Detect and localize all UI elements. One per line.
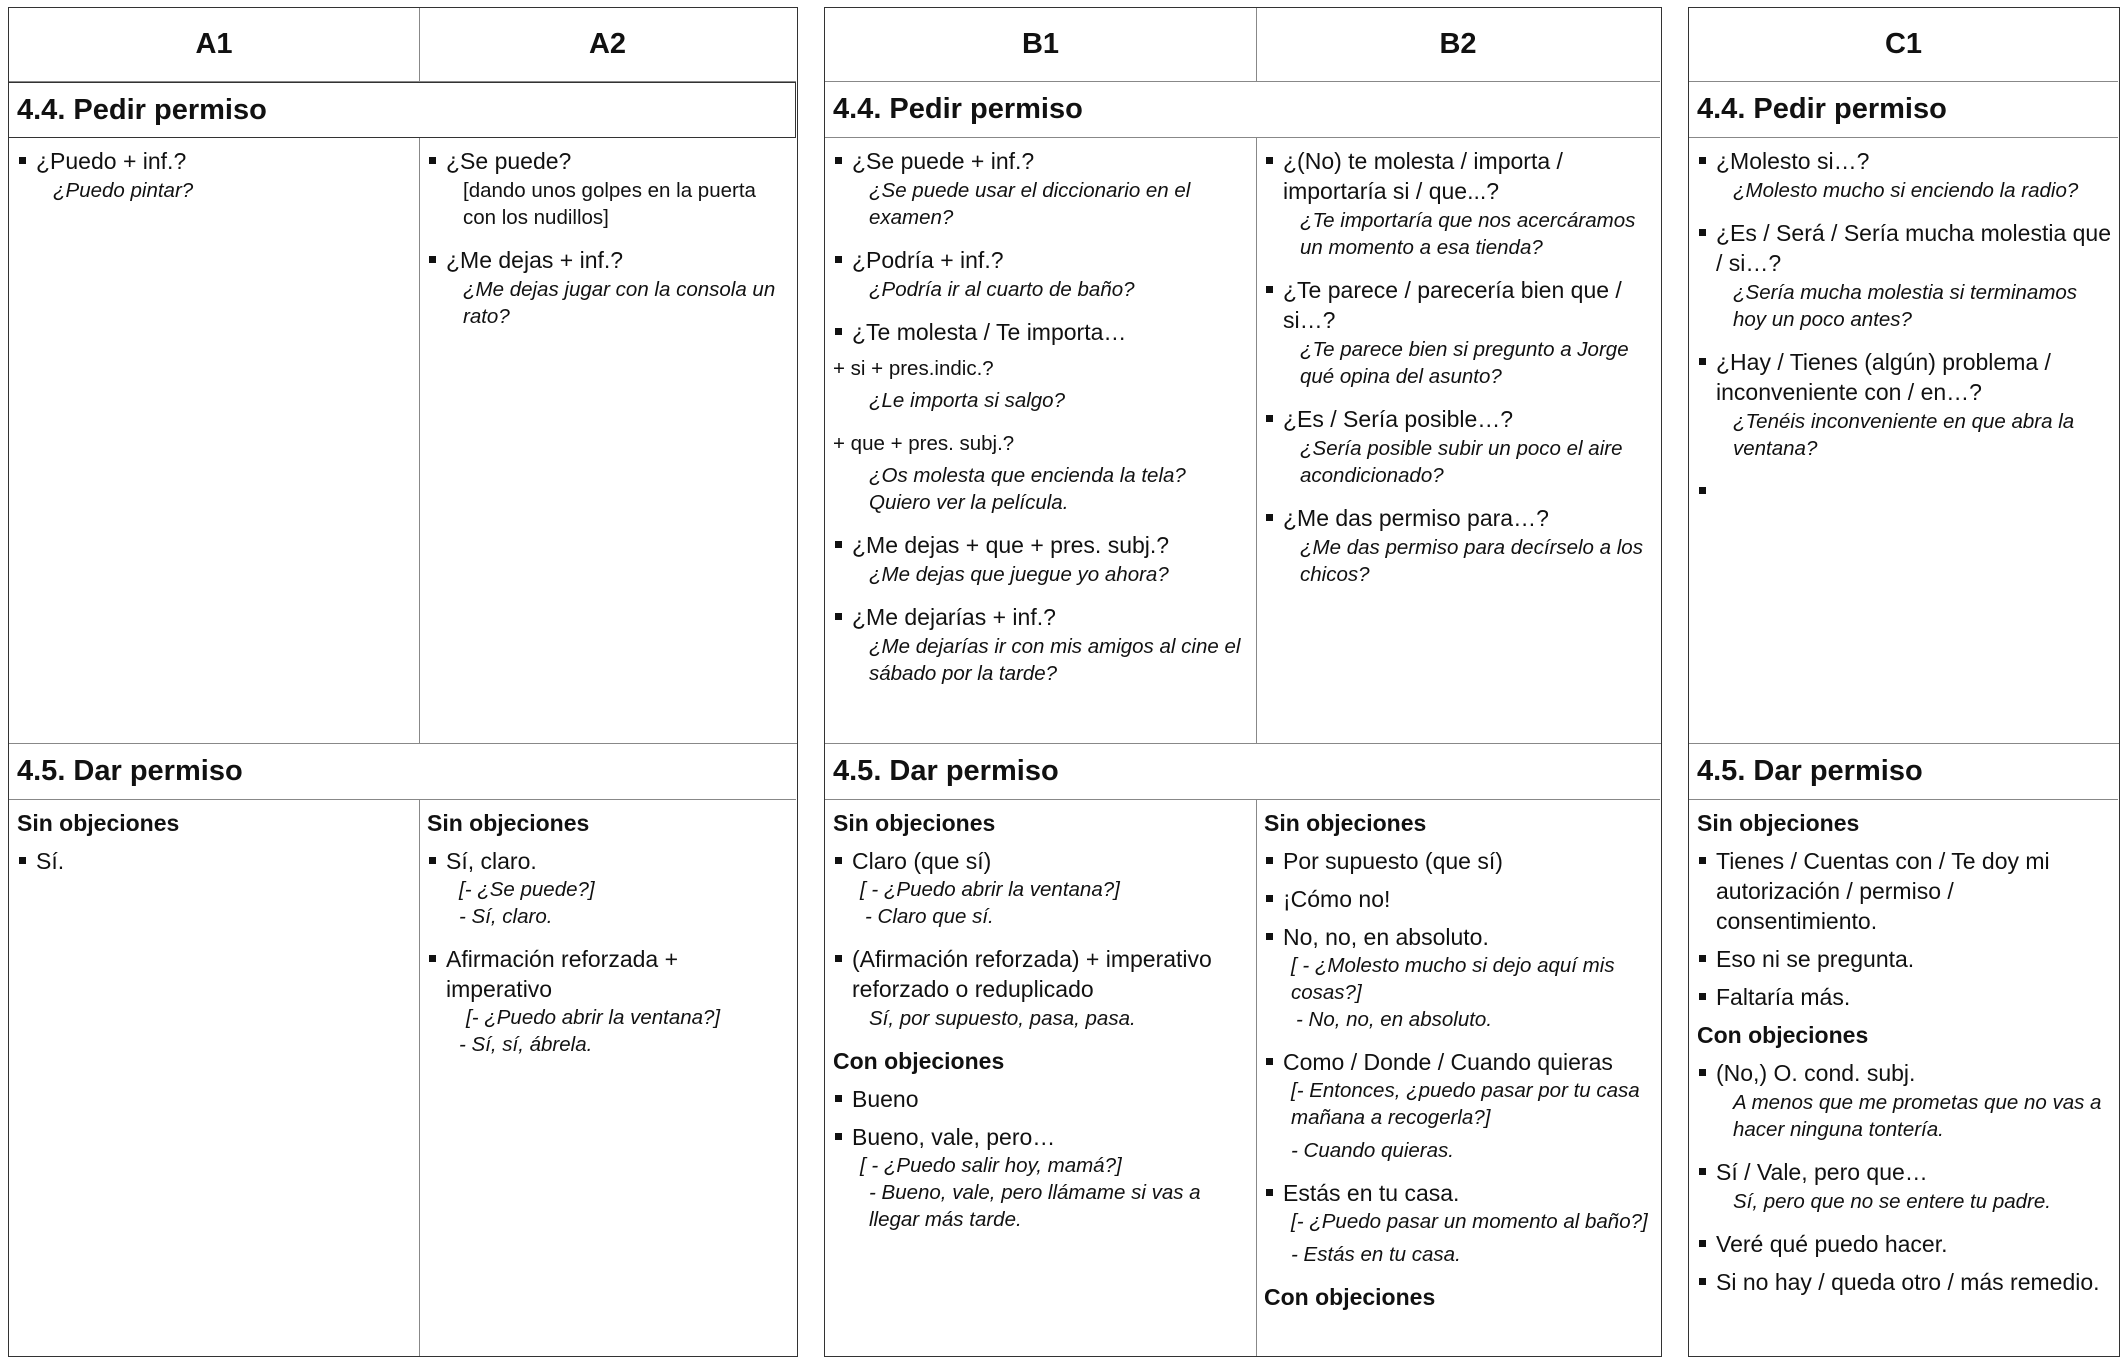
item-example: ¿Me dejas jugar con la consola un rato? bbox=[463, 278, 776, 328]
item-label: ¿Puedo + inf.? bbox=[36, 148, 187, 174]
item-example: ¿Tenéis inconveniente en que abra la ventana? bbox=[1733, 410, 2075, 460]
section-title-dar-permiso: 4.5. Dar permiso bbox=[9, 744, 796, 800]
level-header-c1: C1 bbox=[1689, 8, 2118, 82]
item-label: Faltaría más. bbox=[1716, 984, 1851, 1010]
item-example: Sí, por supuesto, pasa, pasa. bbox=[869, 1007, 1136, 1030]
item-note: [dando unos golpes en la puerta con los nudillos] bbox=[463, 179, 756, 229]
list-item bbox=[1697, 218, 2112, 333]
example-answer: - Cuando quieras. bbox=[1291, 1139, 1454, 1162]
pedir-c1-column bbox=[1689, 146, 2118, 520]
item-label: ¿Es / Sería posible…? bbox=[1283, 406, 1514, 432]
list-item bbox=[833, 317, 1250, 516]
example-answer: - Bueno, vale, pero llámame si vas a llegar más tarde. bbox=[869, 1181, 1201, 1231]
dar-c1-column bbox=[1689, 808, 2118, 1305]
item-label: Bueno bbox=[852, 1086, 919, 1112]
item-label: ¿Me das permiso para…? bbox=[1283, 505, 1549, 531]
list-item bbox=[1264, 1047, 1654, 1164]
list-item bbox=[833, 146, 1250, 231]
example-question: [- ¿Se puede?] bbox=[459, 878, 595, 901]
list-item bbox=[1697, 846, 2112, 936]
example-question: [ - ¿Molesto mucho si dejo aquí mis cosas?] bbox=[1291, 954, 1615, 1004]
item-label: ¿Es / Será / Sería mucha molestia que / si…? bbox=[1716, 220, 2112, 276]
item-label: (No,) O. cond. subj. bbox=[1716, 1060, 1916, 1086]
subheading-con-objeciones: Con objeciones bbox=[833, 1048, 1005, 1074]
subheading-sin-objeciones: Sin objeciones bbox=[1264, 810, 1427, 836]
item-label: ¿Molesto si…? bbox=[1716, 148, 1870, 174]
item-label: Como / Donde / Cuando quieras bbox=[1283, 1049, 1613, 1075]
section-title-dar-permiso: 4.5. Dar permiso bbox=[1689, 744, 2118, 800]
item-example: ¿Molesto mucho si enciendo la radio? bbox=[1733, 179, 2079, 202]
list-item bbox=[833, 602, 1250, 687]
section-title-pedir-permiso: 4.4. Pedir permiso bbox=[9, 82, 796, 138]
item-label: ¿Podría + inf.? bbox=[852, 247, 1004, 273]
dar-a1-column bbox=[9, 808, 419, 890]
panel-a1-a2 bbox=[8, 7, 798, 1357]
level-header-a2: A2 bbox=[419, 8, 796, 82]
example-answer: - Estás en tu casa. bbox=[1291, 1243, 1461, 1266]
item-label: Si no hay / queda otro / más remedio. bbox=[1716, 1269, 2100, 1295]
subheading-sin-objeciones: Sin objeciones bbox=[1697, 810, 1860, 836]
list-item bbox=[833, 245, 1250, 303]
list-item bbox=[1697, 944, 2112, 974]
dar-a2-column bbox=[419, 808, 796, 1072]
item-label: Claro (que sí) bbox=[852, 848, 992, 874]
level-header-b1: B1 bbox=[825, 8, 1256, 82]
list-item bbox=[1697, 1267, 2112, 1297]
example-answer: - Sí, claro. bbox=[459, 905, 553, 928]
list-item bbox=[17, 846, 413, 876]
pedir-a2-column bbox=[419, 146, 796, 344]
list-item bbox=[17, 146, 413, 204]
example-question: [- ¿Puedo pasar un momento al baño?] bbox=[1291, 1210, 1648, 1233]
item-example: ¿Me dejas que juegue yo ahora? bbox=[869, 563, 1169, 586]
item-example: A menos que me prometas que no vas a hacer ninguna tontería. bbox=[1733, 1091, 2102, 1141]
item-label: ¡Cómo no! bbox=[1283, 886, 1391, 912]
example-answer: - Sí, sí, ábrela. bbox=[459, 1033, 593, 1056]
item-example: Sí, pero que no se entere tu padre. bbox=[1733, 1190, 2051, 1213]
item-example: ¿Sería posible subir un poco el aire acondicionado? bbox=[1300, 437, 1623, 487]
list-item bbox=[1264, 503, 1654, 588]
item-label: ¿Te parece / parecería bien que / si…? bbox=[1283, 277, 1622, 333]
item-label: Estás en tu casa. bbox=[1283, 1180, 1460, 1206]
item-label: ¿Me dejas + que + pres. subj.? bbox=[852, 532, 1170, 558]
list-item bbox=[1264, 846, 1654, 876]
item-label: ¿Me dejas + inf.? bbox=[446, 247, 624, 273]
list-item bbox=[427, 944, 790, 1058]
item-subpattern: + que + pres. subj.? bbox=[833, 432, 1015, 455]
item-label: Veré qué puedo hacer. bbox=[1716, 1231, 1948, 1257]
item-example: ¿Me das permiso para decírselo a los chicos? bbox=[1300, 536, 1643, 586]
item-example: ¿Puedo pintar? bbox=[53, 179, 194, 202]
list-item bbox=[427, 245, 790, 330]
list-item bbox=[1697, 1058, 2112, 1143]
list-item bbox=[833, 530, 1250, 588]
pedir-b2-column bbox=[1256, 146, 1660, 602]
item-label: ¿Hay / Tienes (algún) problema / inconveniente con / en…? bbox=[1716, 349, 2051, 405]
item-example: ¿Te importaría que nos acercáramos un momento a esa tienda? bbox=[1300, 209, 1636, 259]
item-label: Sí. bbox=[36, 848, 65, 874]
item-label: (Afirmación reforzada) + imperativo reforzado o reduplicado bbox=[852, 946, 1212, 1002]
list-item bbox=[833, 846, 1250, 930]
example-question: [- Entonces, ¿puedo pasar por tu casa mañana a recogerla?] bbox=[1291, 1079, 1640, 1129]
item-example: ¿Me dejarías ir con mis amigos al cine el sábado por la tarde? bbox=[869, 635, 1241, 685]
item-label: Afirmación reforzada + imperativo bbox=[446, 946, 679, 1002]
section-title-dar-permiso: 4.5. Dar permiso bbox=[825, 744, 1660, 800]
section-title-pedir-permiso: 4.4. Pedir permiso bbox=[825, 82, 1660, 138]
level-header-a1: A1 bbox=[9, 8, 419, 82]
item-label: Por supuesto (que sí) bbox=[1283, 848, 1503, 874]
list-item bbox=[1264, 1178, 1654, 1268]
panel-b1-b2 bbox=[824, 7, 1662, 1357]
pedir-b1-column bbox=[825, 146, 1256, 701]
list-item-empty bbox=[1697, 476, 2112, 506]
list-item bbox=[1697, 1157, 2112, 1215]
subheading-con-objeciones: Con objeciones bbox=[1697, 1022, 1869, 1048]
example-question: [- ¿Puedo abrir la ventana?] bbox=[466, 1006, 721, 1029]
section-title-pedir-permiso: 4.4. Pedir permiso bbox=[1689, 82, 2118, 138]
item-example: ¿Le importa si salgo? bbox=[869, 389, 1065, 412]
list-item bbox=[1264, 884, 1654, 914]
list-item bbox=[1264, 275, 1654, 390]
item-example: ¿Se puede usar el diccionario en el examen? bbox=[869, 179, 1191, 229]
item-label: Sí, claro. bbox=[446, 848, 537, 874]
item-label: ¿Se puede + inf.? bbox=[852, 148, 1035, 174]
subheading-con-objeciones: Con objeciones bbox=[1264, 1284, 1436, 1310]
item-example: ¿Podría ir al cuarto de baño? bbox=[869, 278, 1135, 301]
example-answer: - Claro que sí. bbox=[865, 905, 994, 928]
list-item bbox=[427, 846, 790, 930]
subheading-sin-objeciones: Sin objeciones bbox=[427, 810, 590, 836]
dar-b1-column bbox=[825, 808, 1256, 1247]
list-item bbox=[1697, 982, 2112, 1012]
item-label: Eso ni se pregunta. bbox=[1716, 946, 1915, 972]
item-label: ¿Te molesta / Te importa… bbox=[852, 319, 1127, 345]
subheading-sin-objeciones: Sin objeciones bbox=[17, 810, 180, 836]
item-label: Bueno, vale, pero… bbox=[852, 1124, 1056, 1150]
item-example: ¿Os molesta que encienda la tela? Quiero ver la película. bbox=[869, 464, 1186, 514]
list-item bbox=[1264, 922, 1654, 1033]
example-answer: - No, no, en absoluto. bbox=[1296, 1008, 1493, 1031]
level-header-b2: B2 bbox=[1256, 8, 1660, 82]
list-item bbox=[833, 1084, 1250, 1114]
item-label: ¿Se puede? bbox=[446, 148, 572, 174]
list-item bbox=[1697, 347, 2112, 462]
pedir-a1-column bbox=[9, 146, 419, 218]
subheading-sin-objeciones: Sin objeciones bbox=[833, 810, 996, 836]
list-item bbox=[1697, 146, 2112, 204]
list-item bbox=[427, 146, 790, 231]
item-example: ¿Te parece bien si pregunto a Jorge qué opina del asunto? bbox=[1300, 338, 1629, 388]
item-label: ¿(No) te molesta / importa / importaría si / que...? bbox=[1283, 148, 1563, 204]
list-item bbox=[1264, 404, 1654, 489]
example-question: [ - ¿Puedo abrir la ventana?] bbox=[860, 878, 1120, 901]
item-label: ¿Me dejarías + inf.? bbox=[852, 604, 1056, 630]
list-item bbox=[1697, 1229, 2112, 1259]
example-question: [ - ¿Puedo salir hoy, mamá?] bbox=[860, 1154, 1122, 1177]
item-example: ¿Sería mucha molestia si terminamos hoy un poco antes? bbox=[1733, 281, 2078, 331]
dar-b2-column bbox=[1256, 808, 1660, 1320]
item-subpattern: + si + pres.indic.? bbox=[833, 357, 994, 380]
item-label: Tienes / Cuentas con / Te doy mi autorización / permiso / consentimiento. bbox=[1716, 848, 2050, 934]
list-item bbox=[833, 1122, 1250, 1233]
panel-c1 bbox=[1688, 7, 2120, 1357]
item-label: Sí / Vale, pero que… bbox=[1716, 1159, 1928, 1185]
list-item bbox=[833, 944, 1250, 1032]
list-item bbox=[1264, 146, 1654, 261]
item-label: No, no, en absoluto. bbox=[1283, 924, 1489, 950]
